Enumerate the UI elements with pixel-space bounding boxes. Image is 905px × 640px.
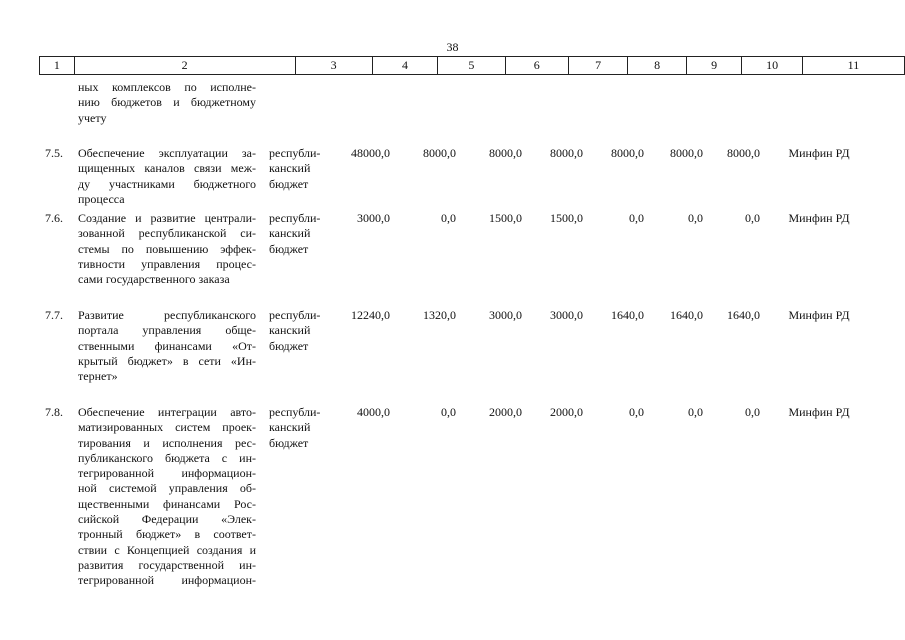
budget-line: бюджет [269,176,309,191]
value-col6: 2000,0 [489,405,522,419]
row-number: 7.5. [45,146,63,160]
description-line: щественными финансами Рос- [78,496,256,511]
description-line: матизированных систем проек- [78,420,256,435]
value-col9: 0,0 [688,405,703,419]
description-line: стемы по повышению эффек- [78,241,256,256]
description-line: зованной республиканской си- [78,226,256,241]
description-line: тегрированной информацион- [78,573,256,588]
value-col5: 1320,0 [423,308,456,322]
budget-line: канский [269,226,311,241]
budget-line: бюджет [269,241,309,256]
value-col5: 0,0 [441,211,456,225]
description-line: тегрированной информацион- [78,466,256,481]
value-total: 3000,0 [357,211,390,225]
row-description [78,308,256,384]
value-total: 48000,0 [351,146,390,160]
description-line: крытый бюджет» в сети «Ин- [78,353,256,368]
row-number: 7.8. [45,405,63,419]
budget-source [269,405,329,451]
description-line: публиканского бюджета с ин- [78,450,256,465]
budget-line: канский [269,161,311,176]
budget-source [269,308,329,354]
description-line: сами государственного заказа [78,272,230,287]
continuation-description [78,80,256,126]
value-col10: 0,0 [745,211,760,225]
executor: Минфин РД [788,146,850,160]
row-number: 7.7. [45,308,63,322]
budget-source [269,211,329,257]
value-col7: 8000,0 [550,146,583,160]
description-line: ду участниками бюджетного [78,176,256,191]
row-description [78,211,256,287]
budget-line: республи- [269,146,321,160]
description-line: Развитие республиканского [78,308,256,322]
description-line: тивности управления процес- [78,256,256,271]
value-col8: 8000,0 [611,146,644,160]
description-line: нию бюджетов и бюджетному [78,95,256,110]
budget-line: бюджет [269,435,309,450]
description-line: учету [78,110,107,125]
value-col10: 1640,0 [727,308,760,322]
value-total: 12240,0 [351,308,390,322]
value-col6: 8000,0 [489,146,522,160]
description-line: развития государственной ин- [78,557,256,572]
column-header: 7 [568,57,627,75]
budget-line: канский [269,420,311,435]
value-col8: 0,0 [629,211,644,225]
description-line: ных комплексов по исполне- [78,80,256,94]
budget-line: республи- [269,405,321,419]
description-line: ной системой управления об- [78,481,256,496]
description-line: сийской Федерации «Элек- [78,512,256,527]
value-col7: 3000,0 [550,308,583,322]
column-header: 4 [372,57,437,75]
column-header: 9 [686,57,742,75]
description-line: процесса [78,191,125,206]
row-number: 7.6. [45,211,63,225]
description-line: щищенных каналов связи меж- [78,161,256,176]
column-header: 6 [505,57,568,75]
column-header: 8 [628,57,686,75]
value-col9: 8000,0 [670,146,703,160]
executor: Минфин РД [788,211,850,225]
description-line: Обеспечение интеграции авто- [78,405,256,419]
page-number: 38 [446,40,459,54]
row-description [78,405,256,589]
executor: Минфин РД [788,405,850,419]
budget-source [269,146,329,192]
budget-line: канский [269,323,311,338]
column-header: 11 [802,57,904,75]
value-col8: 1640,0 [611,308,644,322]
value-col7: 1500,0 [550,211,583,225]
value-col10: 0,0 [745,405,760,419]
description-line: Создание и развитие централи- [78,211,256,225]
column-header: 1 [40,57,75,75]
value-col8: 0,0 [629,405,644,419]
column-header-row [39,56,905,75]
value-col9: 1640,0 [670,308,703,322]
value-col6: 1500,0 [489,211,522,225]
budget-line: республи- [269,308,321,322]
value-col7: 2000,0 [550,405,583,419]
description-line: тронный бюджет» в соответ- [78,527,256,542]
value-total: 4000,0 [357,405,390,419]
column-header: 10 [742,57,803,75]
description-line: тернет» [78,369,118,384]
executor: Минфин РД [788,308,850,322]
description-line: ственными финансами «От- [78,338,256,353]
value-col5: 8000,0 [423,146,456,160]
column-header: 2 [74,57,295,75]
description-line: ствии с Концепцией создания и [78,542,256,557]
budget-line: республи- [269,211,321,225]
value-col5: 0,0 [441,405,456,419]
description-line: тирования и исполнения рес- [78,435,256,450]
description-line: портала управления обще- [78,323,256,338]
column-header: 3 [295,57,372,75]
row-description [78,146,256,207]
description-line: Обеспечение эксплуатации за- [78,146,256,160]
column-header: 5 [438,57,505,75]
budget-line: бюджет [269,338,309,353]
value-col10: 8000,0 [727,146,760,160]
value-col6: 3000,0 [489,308,522,322]
value-col9: 0,0 [688,211,703,225]
